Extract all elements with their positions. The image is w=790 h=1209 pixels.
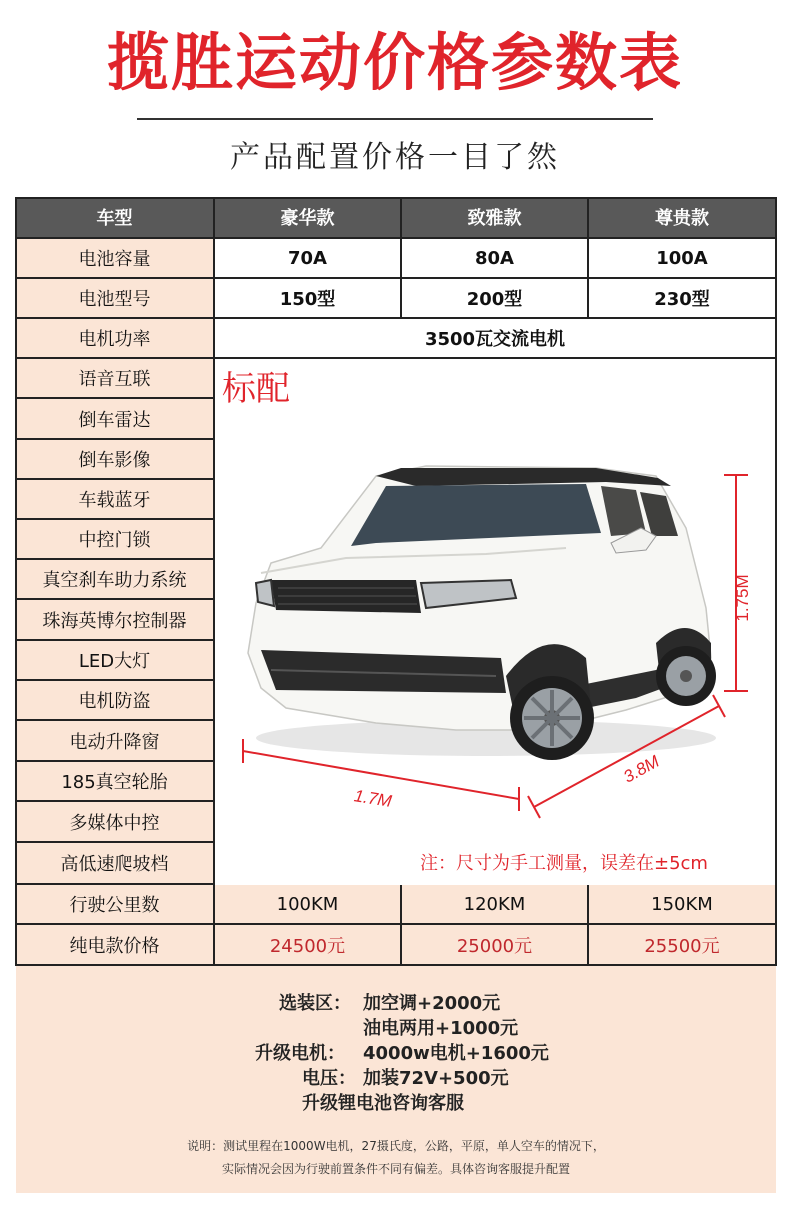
- model-luxury-header: 豪华款: [215, 197, 402, 239]
- car-image: [216, 358, 776, 885]
- feature-label: 多媒体中控: [16, 802, 215, 843]
- option-motor: 4000w电机+1600元: [363, 1043, 549, 1064]
- battery-model-cell: 200型: [402, 279, 589, 319]
- motor-power-value: 3500瓦交流电机: [215, 319, 777, 359]
- range-label: 行驶公里数: [16, 885, 215, 925]
- feature-label: 倒车雷达: [16, 399, 215, 440]
- price-label: 纯电款价格: [16, 925, 215, 966]
- battery-model-cell: 150型: [215, 279, 402, 319]
- feature-label: 车载蓝牙: [16, 480, 215, 520]
- option-hybrid: 油电两用+1000元: [363, 1018, 519, 1039]
- motor-upgrade-label: 升级电机：: [255, 1043, 345, 1064]
- width-dimension-label: 1.7M: [352, 786, 394, 811]
- feature-label: 185真空轮胎: [16, 762, 215, 802]
- model-header-label: 车型: [16, 197, 215, 239]
- battery-capacity-cell: 100A: [589, 239, 777, 279]
- footnote-line-1: 说明：测试里程在1000W电机，27摄氏度，公路，平原，单人空车的情况下，: [187, 1139, 605, 1153]
- price-cell: 25500元: [589, 925, 777, 966]
- measurement-note: 注：尺寸为手工测量，误差在±5cm: [420, 853, 708, 874]
- feature-label: 珠海英博尔控制器: [16, 600, 215, 641]
- feature-label: 语音互联: [16, 359, 215, 399]
- battery-model-label: 电池型号: [16, 279, 215, 319]
- battery-model-cell: 230型: [589, 279, 777, 319]
- range-cell: 150KM: [589, 885, 777, 925]
- feature-label: 高低速爬坡档: [16, 843, 215, 885]
- battery-capacity-cell: 80A: [402, 239, 589, 279]
- model-elegant-header: 致雅款: [402, 197, 589, 239]
- feature-label: 倒车影像: [16, 440, 215, 480]
- footnote-line-2: 实际情况会因为行驶前置条件不同有偏差。具体咨询客服提升配置: [221, 1162, 570, 1176]
- title-divider: [137, 118, 653, 120]
- voltage-label: 电压：: [302, 1068, 356, 1089]
- battery-capacity-cell: 70A: [215, 239, 402, 279]
- option-lithium: 升级锂电池咨询客服: [302, 1093, 464, 1114]
- page-subtitle: 产品配置价格一目了然: [230, 140, 560, 175]
- range-cell: 100KM: [215, 885, 402, 925]
- options-label: 选装区：: [279, 993, 351, 1014]
- motor-power-label: 电机功率: [16, 319, 215, 359]
- model-premium-header: 尊贵款: [589, 197, 777, 239]
- feature-label: 真空刹车助力系统: [16, 560, 215, 600]
- feature-label: 电动升降窗: [16, 721, 215, 762]
- feature-label: LED大灯: [16, 641, 215, 681]
- page-title: 揽胜运动价格参数表: [106, 26, 683, 99]
- height-dimension-label: 1.75M: [733, 574, 752, 622]
- options-panel: [16, 966, 776, 1193]
- battery-capacity-label: 电池容量: [16, 239, 215, 279]
- length-dimension-label: 3.8M: [620, 751, 663, 787]
- feature-label: 电机防盗: [16, 681, 215, 721]
- price-cell: 24500元: [215, 925, 402, 966]
- range-cell: 120KM: [402, 885, 589, 925]
- price-cell: 25000元: [402, 925, 589, 966]
- option-voltage: 加装72V+500元: [363, 1068, 509, 1089]
- option-ac: 加空调+2000元: [363, 993, 501, 1014]
- feature-label: 中控门锁: [16, 520, 215, 560]
- standard-label: 标配: [222, 369, 290, 409]
